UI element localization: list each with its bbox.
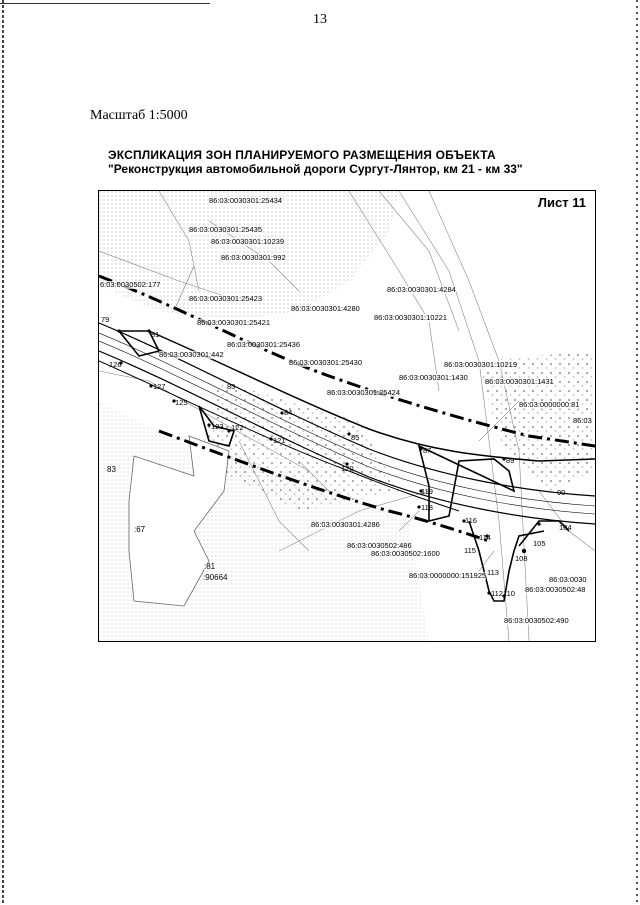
parcel-label: 86:03:0000000:151925 bbox=[409, 571, 487, 580]
parcel-label: 86:03:0030301:4280 bbox=[291, 304, 360, 313]
parcel-label: 86:03:0030301:25421 bbox=[197, 318, 270, 327]
parcel-label: 86:03:0030502:490 bbox=[504, 616, 569, 625]
parcel-label: 86:03:0030502:48 bbox=[525, 585, 586, 594]
parcel-label: 86:03:0030301:25424 bbox=[327, 388, 400, 397]
parcel-label: 86:03:0030502:486 bbox=[347, 541, 412, 550]
point-number: 123 bbox=[211, 422, 224, 431]
map-drawing bbox=[99, 191, 595, 641]
map-scale: Масштаб 1:5000 bbox=[90, 108, 188, 123]
point-number: 121 bbox=[273, 436, 286, 445]
parcel-label: 86:03:0030301:25423 bbox=[189, 294, 262, 303]
parcel-label: 86:03:0030301:10219 bbox=[444, 360, 517, 369]
parcel-label: 86:03:0030301:4284 bbox=[387, 285, 456, 294]
point-number: 84 bbox=[284, 408, 293, 417]
page-number: 13 bbox=[313, 12, 327, 27]
parcel-label: 6:03:0030502:177 bbox=[100, 280, 161, 289]
point-number: 108 bbox=[515, 554, 528, 563]
parcel-label: 86:03:0030 bbox=[549, 575, 587, 584]
parcel-label: 86:03:0030301:10239 bbox=[211, 237, 284, 246]
point-number: 120 bbox=[341, 464, 354, 473]
parcel-label: 86:03:0030301:10221 bbox=[374, 313, 447, 322]
point-number: 126 bbox=[109, 360, 122, 369]
parcel-label: 86:03:0030301:25434 bbox=[209, 196, 282, 205]
point-number: 83 bbox=[227, 382, 236, 391]
point-number: 125 bbox=[175, 398, 188, 407]
parcel-label: 86:03 bbox=[573, 416, 592, 425]
point-number: 87 bbox=[423, 446, 432, 455]
parcel-label: 83 bbox=[107, 465, 116, 474]
point-number: 81 bbox=[151, 330, 160, 339]
parcel-label: 86:03:0030301:25436 bbox=[227, 340, 300, 349]
point-number: 122 bbox=[231, 423, 244, 432]
parcel-label: 86:03:0030301:442 bbox=[159, 350, 224, 359]
point-number: 115 bbox=[464, 546, 476, 555]
point-number: 79 bbox=[101, 315, 110, 324]
parcel-label: 86:03:0030301:25435 bbox=[189, 225, 262, 234]
scan-edge-right bbox=[636, 0, 638, 905]
parcel-label: :67 bbox=[134, 525, 146, 534]
parcel-label: 86:03:0030301:25430 bbox=[289, 358, 362, 367]
point-number: 90 bbox=[557, 488, 566, 497]
parcel-label: 86:03:0030301:1430 bbox=[399, 373, 468, 382]
point-number: 104 bbox=[559, 523, 572, 532]
point-number: 105 bbox=[533, 539, 546, 548]
parcel-label: 86:03:0030301:992 bbox=[221, 253, 286, 262]
document-subtitle: "Реконструкция автомобильной дороги Сургут-Лянтор, км 21 - км 33" bbox=[108, 162, 523, 176]
cadastral-map bbox=[98, 190, 596, 642]
parcel-label: 86:03:0030301:1431 bbox=[485, 377, 554, 386]
parcel-label: 86:03:0000000:81 bbox=[519, 400, 580, 409]
point-number: 118 bbox=[421, 503, 433, 512]
point-number: 85 bbox=[351, 433, 360, 442]
parcel-label: :90664 bbox=[203, 573, 228, 582]
parcel-label: :81 bbox=[204, 562, 216, 571]
point-number: 116 bbox=[465, 516, 477, 525]
point-number: 113 bbox=[487, 568, 499, 577]
point-number: 114 bbox=[479, 533, 491, 542]
sheet-label: Лист 11 bbox=[535, 195, 589, 210]
point-number: 110 bbox=[503, 589, 515, 598]
parcel-label: 86:03:0030301:4286 bbox=[311, 520, 380, 529]
scan-edge-left bbox=[2, 0, 4, 905]
parcel-label: 86:03:0030502:1600 bbox=[371, 549, 440, 558]
point-number: 89 bbox=[506, 456, 515, 465]
point-number: 112 bbox=[491, 589, 503, 598]
header-rule bbox=[0, 3, 210, 4]
document-title: ЭКСПЛИКАЦИЯ ЗОН ПЛАНИРУЕМОГО РАЗМЕЩЕНИЯ ОБЪЕКТА bbox=[108, 148, 496, 162]
point-number: 119 bbox=[421, 487, 433, 496]
point-number: 127 bbox=[153, 382, 166, 391]
